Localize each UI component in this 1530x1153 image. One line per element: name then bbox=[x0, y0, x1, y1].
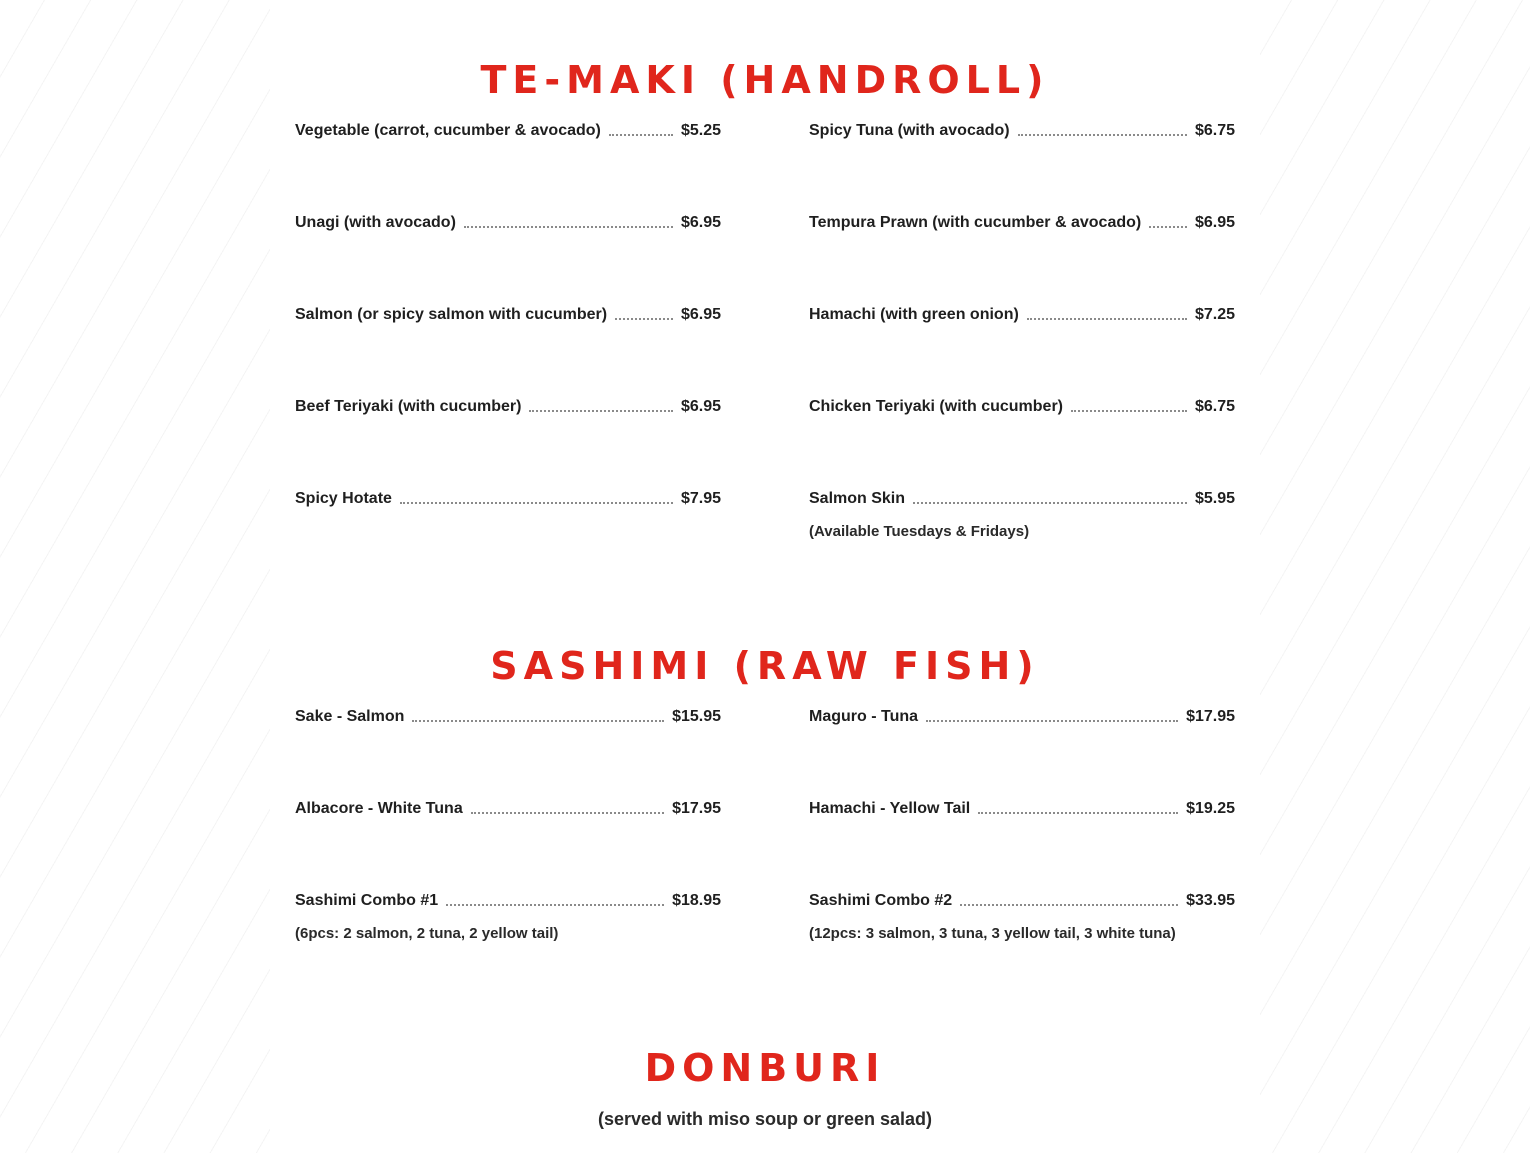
menu-item-name: Spicy Hotate bbox=[295, 490, 392, 507]
menu-item-name: Sashimi Combo #1 bbox=[295, 892, 439, 909]
section-title-temaki: TE-MAKI (HANDROLL) bbox=[480, 58, 1050, 102]
menu-item-salmon bbox=[295, 301, 721, 325]
section-subtitle-donburi: (served with miso soup or green salad) bbox=[597, 1109, 933, 1129]
menu-item-spicy-tuna bbox=[809, 117, 1235, 141]
dot-leader bbox=[926, 720, 1178, 722]
dot-leader bbox=[1027, 318, 1187, 320]
dot-leader bbox=[913, 502, 1187, 504]
dot-leader bbox=[464, 226, 673, 228]
menu-item-beef-teriyaki bbox=[295, 393, 721, 417]
section-title-donburi: DONBURI bbox=[644, 1046, 886, 1090]
menu-item-name: Unagi (with avocado) bbox=[295, 214, 456, 231]
menu-item-price: $17.95 bbox=[672, 800, 721, 817]
dot-leader bbox=[471, 812, 664, 814]
menu-item-sake-salmon bbox=[295, 703, 721, 727]
menu-item-name: Albacore - White Tuna bbox=[295, 800, 463, 817]
menu-item-price: $6.95 bbox=[680, 306, 721, 323]
menu-item-note: (6pcs: 2 salmon, 2 tuna, 2 yellow tail) bbox=[295, 925, 559, 942]
menu-item-note: (Available Tuesdays & Fridays) bbox=[809, 523, 1030, 540]
menu-item-price: $6.95 bbox=[680, 214, 721, 231]
menu-item-name: Sashimi Combo #2 bbox=[809, 892, 953, 909]
menu-item-chicken-teriyaki bbox=[809, 393, 1235, 417]
menu-item-name: Sake - Salmon bbox=[295, 708, 405, 725]
menu-item-albacore bbox=[295, 795, 721, 819]
menu-item-price: $7.25 bbox=[1194, 306, 1235, 323]
menu-item-price: $33.95 bbox=[1186, 892, 1235, 909]
menu-item-name: Beef Teriyaki (with cucumber) bbox=[295, 398, 522, 415]
menu-item-price: $19.25 bbox=[1186, 800, 1235, 817]
menu-item-maguro bbox=[809, 703, 1235, 727]
menu-item-name: Spicy Tuna (with avocado) bbox=[809, 122, 1010, 139]
menu-item-hamachi bbox=[809, 301, 1235, 325]
menu-item-sashimi-combo-2 bbox=[809, 887, 1235, 911]
menu-item-unagi bbox=[295, 209, 721, 233]
menu-item-price: $18.95 bbox=[672, 892, 721, 909]
menu-item-price: $6.95 bbox=[1194, 214, 1235, 231]
dot-leader bbox=[960, 904, 1178, 906]
dot-leader bbox=[978, 812, 1178, 814]
menu-item-hamachi-yellow-tail bbox=[809, 795, 1235, 819]
menu-panel bbox=[270, 0, 1260, 1153]
menu-item-sashimi-combo-1 bbox=[295, 887, 721, 911]
menu-item-name: Maguro - Tuna bbox=[809, 708, 919, 725]
menu-item-vegetable bbox=[295, 117, 721, 141]
menu-item-name: Salmon (or spicy salmon with cucumber) bbox=[295, 306, 608, 323]
menu-item-salmon-skin bbox=[809, 485, 1235, 509]
menu-item-price: $6.75 bbox=[1194, 398, 1235, 415]
dot-leader bbox=[1018, 134, 1187, 136]
menu-item-price: $5.25 bbox=[680, 122, 721, 139]
dot-leader bbox=[400, 502, 673, 504]
menu-item-price: $6.75 bbox=[1194, 122, 1235, 139]
section-title-sashimi: SASHIMI (RAW FISH) bbox=[490, 644, 1040, 688]
menu-item-name: Tempura Prawn (with cucumber & avocado) bbox=[809, 214, 1142, 231]
menu-item-name: Salmon Skin bbox=[809, 490, 906, 507]
dot-leader bbox=[1149, 226, 1187, 228]
menu-item-name: Hamachi - Yellow Tail bbox=[809, 800, 971, 817]
dot-leader bbox=[446, 904, 664, 906]
menu-item-name: Hamachi (with green onion) bbox=[809, 306, 1019, 323]
menu-item-price: $5.95 bbox=[1194, 490, 1235, 507]
menu-item-price: $17.95 bbox=[1186, 708, 1235, 725]
menu-item-name: Chicken Teriyaki (with cucumber) bbox=[809, 398, 1063, 415]
menu-item-price: $15.95 bbox=[672, 708, 721, 725]
dot-leader bbox=[412, 720, 664, 722]
menu-item-price: $7.95 bbox=[680, 490, 721, 507]
dot-leader bbox=[529, 410, 673, 412]
menu-item-name: Vegetable (carrot, cucumber & avocado) bbox=[295, 122, 601, 139]
dot-leader bbox=[1071, 410, 1187, 412]
dot-leader bbox=[615, 318, 673, 320]
menu-item-price: $6.95 bbox=[680, 398, 721, 415]
menu-item-note: (12pcs: 3 salmon, 3 tuna, 3 yellow tail, 3 white tuna) bbox=[809, 925, 1176, 942]
menu-item-spicy-hotate bbox=[295, 485, 721, 509]
menu-item-tempura-prawn bbox=[809, 209, 1235, 233]
dot-leader bbox=[609, 134, 673, 136]
